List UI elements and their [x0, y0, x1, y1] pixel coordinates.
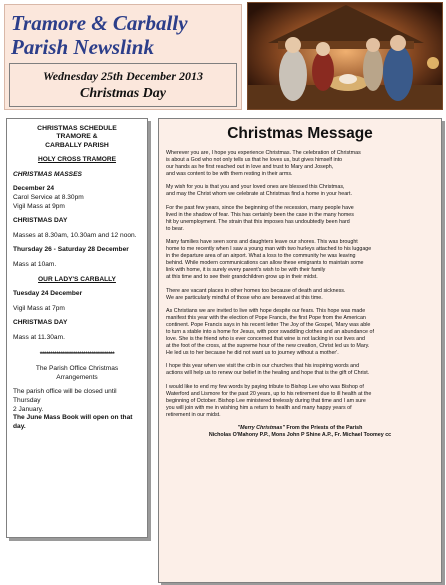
- message-line: Wherever you are, I hope you experience Christmas. The celebration of Christmas: [166, 150, 361, 156]
- message-line: Waterford and Lismore for the past 20 years, up to his retirement due to ill health at the: [166, 390, 372, 397]
- christmas-message: [158, 118, 442, 583]
- message-line: hit by unemployment. The strain that this imposes has undoubtedly been hard: [166, 218, 350, 225]
- mass-book-note: The June Mass Book will open on that day.: [13, 414, 133, 430]
- message-paragraph: [166, 239, 434, 282]
- sign-greeting: "Merry Christmas": [237, 425, 285, 431]
- vigil-mass-carbally: Vigil Mass at 7pm: [13, 304, 65, 312]
- message-paragraph: [166, 150, 434, 178]
- masthead: [4, 4, 242, 110]
- message-line: There are vacant places in other homes too because of death and sickness.: [166, 287, 346, 294]
- star-divider: ************************************: [39, 350, 115, 358]
- christmas-day-carbally: CHRISTMAS DAY: [13, 319, 68, 327]
- sign-names: Nicholas O'Mahony P.P., Mons John P Shine A.P., Fr. Michael Toomey cc: [208, 432, 392, 439]
- message-line: love. She is the friend who is ever concerned that wine is not lacking in our lives and: [166, 336, 366, 343]
- sign-rest: From the Priests of the Parish: [284, 425, 363, 431]
- message-line: you will join with me in wishing him a return to health and many happy years of: [166, 404, 352, 411]
- message-line: is about a God who not only tells us that he loves us, but gives himself into: [166, 157, 343, 164]
- christmas-schedule: [6, 118, 148, 538]
- message-line: to turn a stable into a home for Jesus, with poor swaddling clothes and an abundance of: [166, 328, 374, 335]
- message-paragraph: [166, 184, 434, 198]
- message-line: retirement in our midst.: [166, 411, 221, 418]
- message-line: behind. While modern communications can allow these emigrants to maintain some: [166, 260, 364, 267]
- nativity-scene-image: [248, 3, 443, 110]
- office-title: The Parish Office Christmas Arrangements: [35, 365, 119, 381]
- date-box: [9, 63, 237, 107]
- message-line: continent. Pope Francis says in his recent letter The Joy of the Gospel, 'Mary was able: [166, 321, 371, 328]
- message-line: beginning of October. Bishop Lee ministered tirelessly during that time and I am sure: [166, 397, 366, 404]
- message-paragraph: [166, 308, 434, 358]
- schedule-heading: CHRISTMAS SCHEDULE TRAMORE & CARBALLY PARISH: [37, 125, 117, 149]
- message-line: and may the Christ whom we celebrate at Christmas find a home in your heart.: [166, 191, 352, 198]
- message-line: He led us to her because he did not want us to journey without a mother'.: [166, 350, 339, 357]
- message-line: home to me recently when I saw a young man with two hurleys attached to his luggage: [166, 246, 372, 253]
- message-line: As Christians we are invited to live with hope despite our fears. This hope was made: [166, 307, 366, 314]
- message-body: [166, 150, 434, 419]
- message-line: and was content to be with them resting in their arms.: [166, 171, 293, 178]
- message-line: our hands as he first reached out in love and trust to Mary and Joseph,: [166, 164, 334, 171]
- christmas-day-tramore: CHRISTMAS DAY: [13, 217, 68, 225]
- message-line: to bear.: [166, 225, 184, 232]
- message-signature: [166, 425, 434, 439]
- message-line: We are particularly mindful of those who are bereaved at this time.: [166, 294, 323, 301]
- church-holy-cross: HOLY CROSS TRAMORE: [37, 156, 117, 164]
- vigil-mass-tramore: Vigil Mass at 9pm: [13, 202, 65, 210]
- message-paragraph: [166, 288, 434, 302]
- newsletter-title: [11, 11, 239, 59]
- nativity-photo: [247, 2, 443, 110]
- carol-service: Carol Service at 8.30pm: [13, 194, 84, 201]
- masses-title: CHRISTMAS MASSES: [13, 170, 82, 178]
- office-closure: The parish office will be closed until Thursday 2 January.: [13, 388, 117, 413]
- message-title: Christmas Message: [227, 125, 373, 142]
- message-line: lived in the shadow of fear. This has certainly been the case in the many homes: [166, 211, 354, 218]
- message-line: I would like to end my few words by paying tribute to Bishop Lee who was Bishop of: [166, 383, 364, 390]
- message-line: For the past few years, since the beginning of the recession, many people have: [166, 204, 354, 211]
- message-paragraph: [166, 363, 434, 377]
- mass-1130am: Mass at 11.30am.: [13, 333, 65, 341]
- issue-date: Wednesday 25th December 2013: [42, 69, 204, 83]
- message-paragraph: [166, 384, 434, 419]
- message-line: in the departure area of an airport. What a loss to the community he was leaving: [166, 253, 356, 260]
- message-line: My wish for you is that you and your loved ones are blessed this Christmas,: [166, 184, 345, 191]
- christmas-masses-tramore: Masses at 8.30am, 10.30am and 12 noon.: [13, 231, 137, 239]
- message-line: link with home, it is surely every parent's wish to be with their family: [166, 267, 326, 274]
- message-line: Many families have seen sons and daughters leave our shores. This was brought: [166, 238, 358, 245]
- title-line-2: Parish Newslink: [11, 35, 154, 59]
- message-line: actions will help us to renew our belief in the healing and hope that is the gift of Christ.: [166, 370, 370, 377]
- dec24-heading: December 24: [13, 185, 55, 193]
- message-line: at this time and to see their grandchildren grow up in their midst.: [166, 274, 318, 281]
- title-line-1: Tramore & Carbally: [11, 11, 188, 35]
- church-our-ladys: OUR LADY'S CARBALLY: [38, 275, 116, 283]
- message-line: manifest this year with the election of Pope Francis, the first Pope from the American: [166, 314, 366, 321]
- mass-10am: Mass at 10am.: [13, 260, 57, 268]
- tue24-heading: Tuesday 24 December: [13, 290, 83, 298]
- message-line: I hope this year when we visit the crib in our churches that his inspiring words and: [166, 363, 360, 370]
- message-line: at the foot of the cross, at the supreme hour of the new creation, Christ led us to Mary.: [166, 343, 370, 350]
- message-paragraph: [166, 205, 434, 233]
- issue-day: Christmas Day: [80, 86, 166, 101]
- date-range-heading: Thursday 26 - Saturday 28 December: [13, 246, 129, 254]
